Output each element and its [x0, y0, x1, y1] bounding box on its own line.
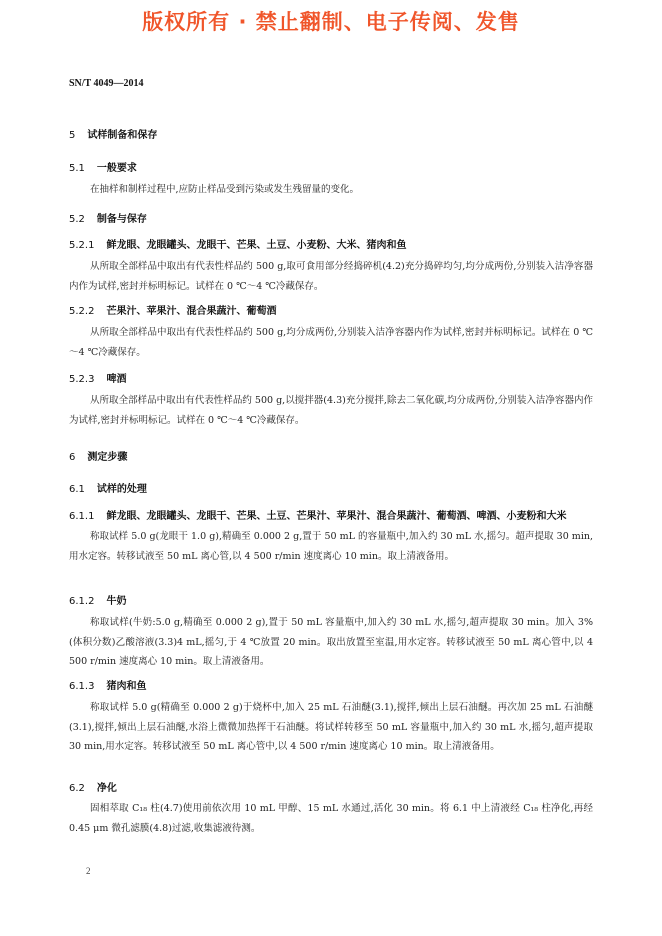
section-number: 5.1: [69, 163, 85, 174]
section-title: 试样制备和保存: [87, 130, 158, 141]
section-heading: [69, 236, 406, 251]
section-number: 6.1.2: [69, 596, 95, 607]
paragraph: 从所取全部样品中取出有代表性样品约 500 g,以搅拌器(4.3)充分搅拌,除去二氧化碳,均分成两份,分别装入洁净容器内作为试样,密封并标明标记。试样在 0 ℃～4 ℃冷藏保存。: [69, 395, 593, 426]
section-title: 测定步骤: [87, 452, 128, 463]
section-heading: [69, 126, 157, 141]
page-number: 2: [86, 866, 91, 876]
section-number: 6.1: [69, 484, 85, 495]
section-title: 鲜龙眼、龙眼罐头、龙眼干、芒果、土豆、芒果汁、苹果汁、混合果蔬汁、葡萄酒、啤酒、小麦粉和大米: [106, 511, 567, 522]
paragraph: 称取试样 5.0 g(精确至 0.000 2 g)于烧杯中,加入 25 mL 石油醚(3.1),搅拌,倾出上层石油醚。再次加 25 mL 石油醚(3.1),搅拌,倾出上层石油醚,水浴上微微加热挥干石油醚。将试样转移至 50 mL 容量瓶中,加入约 30 mL 水,摇匀,超声提取 30 min,用水定容。转移试液至 50 mL 离心管中,以 4 500 r/min 速度离心 10 min。取上清液备用。: [69, 702, 593, 752]
paragraph: 从所取全部样品中取出有代表性样品约 500 g,取可食用部分经捣碎机(4.2)充分捣碎均匀,均分成两份,分别装入洁净容器内作为试样,密封并标明标记。试样在 0 ℃～4 ℃冷藏保存。: [69, 261, 593, 292]
paragraph: 从所取全部样品中取出有代表性样品约 500 g,均分成两份,分别装入洁净容器内作为试样,密封并标明标记。试样在 0 ℃～4 ℃冷藏保存。: [69, 327, 593, 358]
section-number: 6.1.3: [69, 681, 95, 692]
section-title: 制备与保存: [96, 214, 147, 225]
section-title: 猪肉和鱼: [106, 681, 147, 692]
section-number: 6.1.1: [69, 511, 95, 522]
section-heading: [69, 448, 127, 463]
section-heading: [69, 302, 276, 317]
section-title: 试样的处理: [96, 484, 147, 495]
section-heading: [69, 210, 147, 225]
section-heading: [69, 159, 137, 174]
watermark-banner: 版权所有 · 禁止翻制、电子传阅、发售: [142, 10, 520, 34]
section-number: 5.2.1: [69, 240, 95, 251]
section-heading: [69, 480, 147, 495]
section-number: 5.2: [69, 214, 85, 225]
section-title: 净化: [96, 783, 117, 794]
section-heading: [69, 507, 566, 522]
standard-code: SN/T 4049—2014: [69, 78, 144, 89]
section-heading: [69, 677, 146, 692]
section-title: 鲜龙眼、龙眼罐头、龙眼干、芒果、土豆、小麦粉、大米、猪肉和鱼: [106, 240, 407, 251]
section-number: 5.2.3: [69, 374, 95, 385]
section-title: 一般要求: [96, 163, 137, 174]
paragraph: 称取试样(牛奶:5.0 g,精确至 0.000 2 g),置于 50 mL 容量瓶中,加入约 30 mL 水,摇匀,超声提取 30 min。加入 3%(体积分数)乙酸溶液(3.3)4 mL,摇匀,于 4 ℃放置 20 min。取出放置至室温,用水定容。转移试液至 50 mL 离心管中,以 4 500 r/min 速度离心 10 min。取上清液备用。: [69, 617, 593, 667]
section-number: 5.2.2: [69, 306, 95, 317]
section-heading: [69, 592, 126, 607]
paragraph: 称取试样 5.0 g(龙眼干 1.0 g),精确至 0.000 2 g,置于 50 mL 的容量瓶中,加入约 30 mL 水,摇匀。超声提取 30 min,用水定容。转移试液至 50 mL 离心管,以 4 500 r/min 速度离心 10 min。取上清液备用。: [69, 531, 593, 562]
section-title: 啤酒: [106, 374, 127, 385]
section-number: 6.2: [69, 783, 85, 794]
paragraph: 固相萃取 C₁₈ 柱(4.7)使用前依次用 10 mL 甲醇、15 mL 水通过,活化 30 min。将 6.1 中上清液经 C₁₈ 柱净化,再经 0.45 μm 微孔滤膜(4.8)过滤,收集滤液待测。: [69, 803, 593, 834]
section-heading: [69, 370, 126, 385]
section-number: 6: [69, 452, 76, 463]
paragraph: 在抽样和制样过程中,应防止样品受到污染或发生残留量的变化。: [90, 184, 360, 195]
section-number: 5: [69, 130, 76, 141]
section-title: 芒果汁、苹果汁、混合果蔬汁、葡萄酒: [106, 306, 277, 317]
section-heading: [69, 779, 117, 794]
section-title: 牛奶: [106, 596, 127, 607]
